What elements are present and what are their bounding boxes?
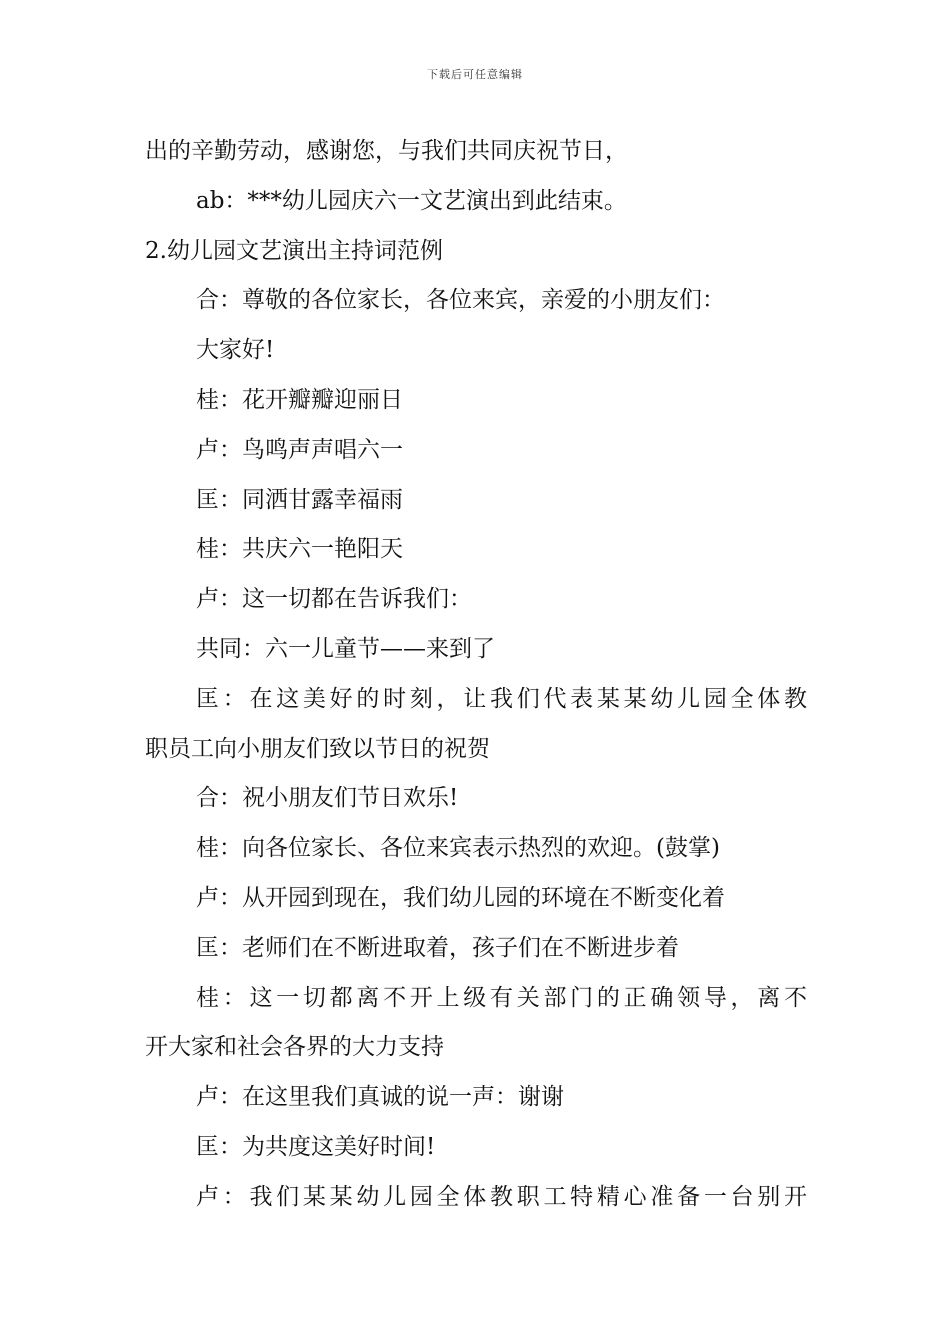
text-line: 桂：花开瓣瓣迎丽日 [196,386,403,413]
text-line: 匡：在这美好的时刻，让我们代表某某幼儿园全体教 [196,685,807,712]
text-line: ab：***幼儿园庆六一文艺演出到此结束。 [196,187,627,214]
text-line: 出的辛勤劳动，感谢您，与我们共同庆祝节日， [145,138,628,164]
text-line: 卢：在这里我们真诚的说一声：谢谢 [196,1084,564,1111]
text-line: 桂：向各位家长、各位来宾表示热烈的欢迎。(鼓掌) [196,835,720,862]
text-line: 合：祝小朋友们节日欢乐! [196,785,459,812]
text-line: 大家好! [196,337,275,364]
text-line: 桂：这一切都离不开上级有关部门的正确领导，离不 [196,984,807,1011]
text-line: 合：尊敬的各位家长，各位来宾，亲爱的小朋友们： [196,287,725,314]
text-line: 匡：老师们在不断进取着，孩子们在不断进步着 [196,934,679,961]
text-line: 卢：我们某某幼儿园全体教职工特精心准备一台别开 [196,1183,807,1210]
text-line: 卢：这一切都在告诉我们： [196,586,472,613]
text-line: 职员工向小朋友们致以节日的祝贺 [145,735,490,762]
text-line: 匡：同洒甘露幸福雨 [196,486,403,513]
document-body [145,127,807,1223]
text-line: 桂：共庆六一艳阳天 [196,536,403,563]
text-line: 2.幼儿园文艺演出主持词范例 [145,237,443,264]
text-line: 开大家和社会各界的大力支持 [145,1034,444,1061]
text-line: 卢：鸟鸣声声唱六一 [196,436,403,463]
text-line: 卢：从开园到现在，我们幼儿园的环境在不断变化着 [196,884,725,911]
text-line: 共同：六一儿童节——来到了 [196,635,495,662]
page-header: 下载后可任意编辑 [427,68,523,81]
text-line: 匡：为共度这美好时间! [196,1133,436,1160]
